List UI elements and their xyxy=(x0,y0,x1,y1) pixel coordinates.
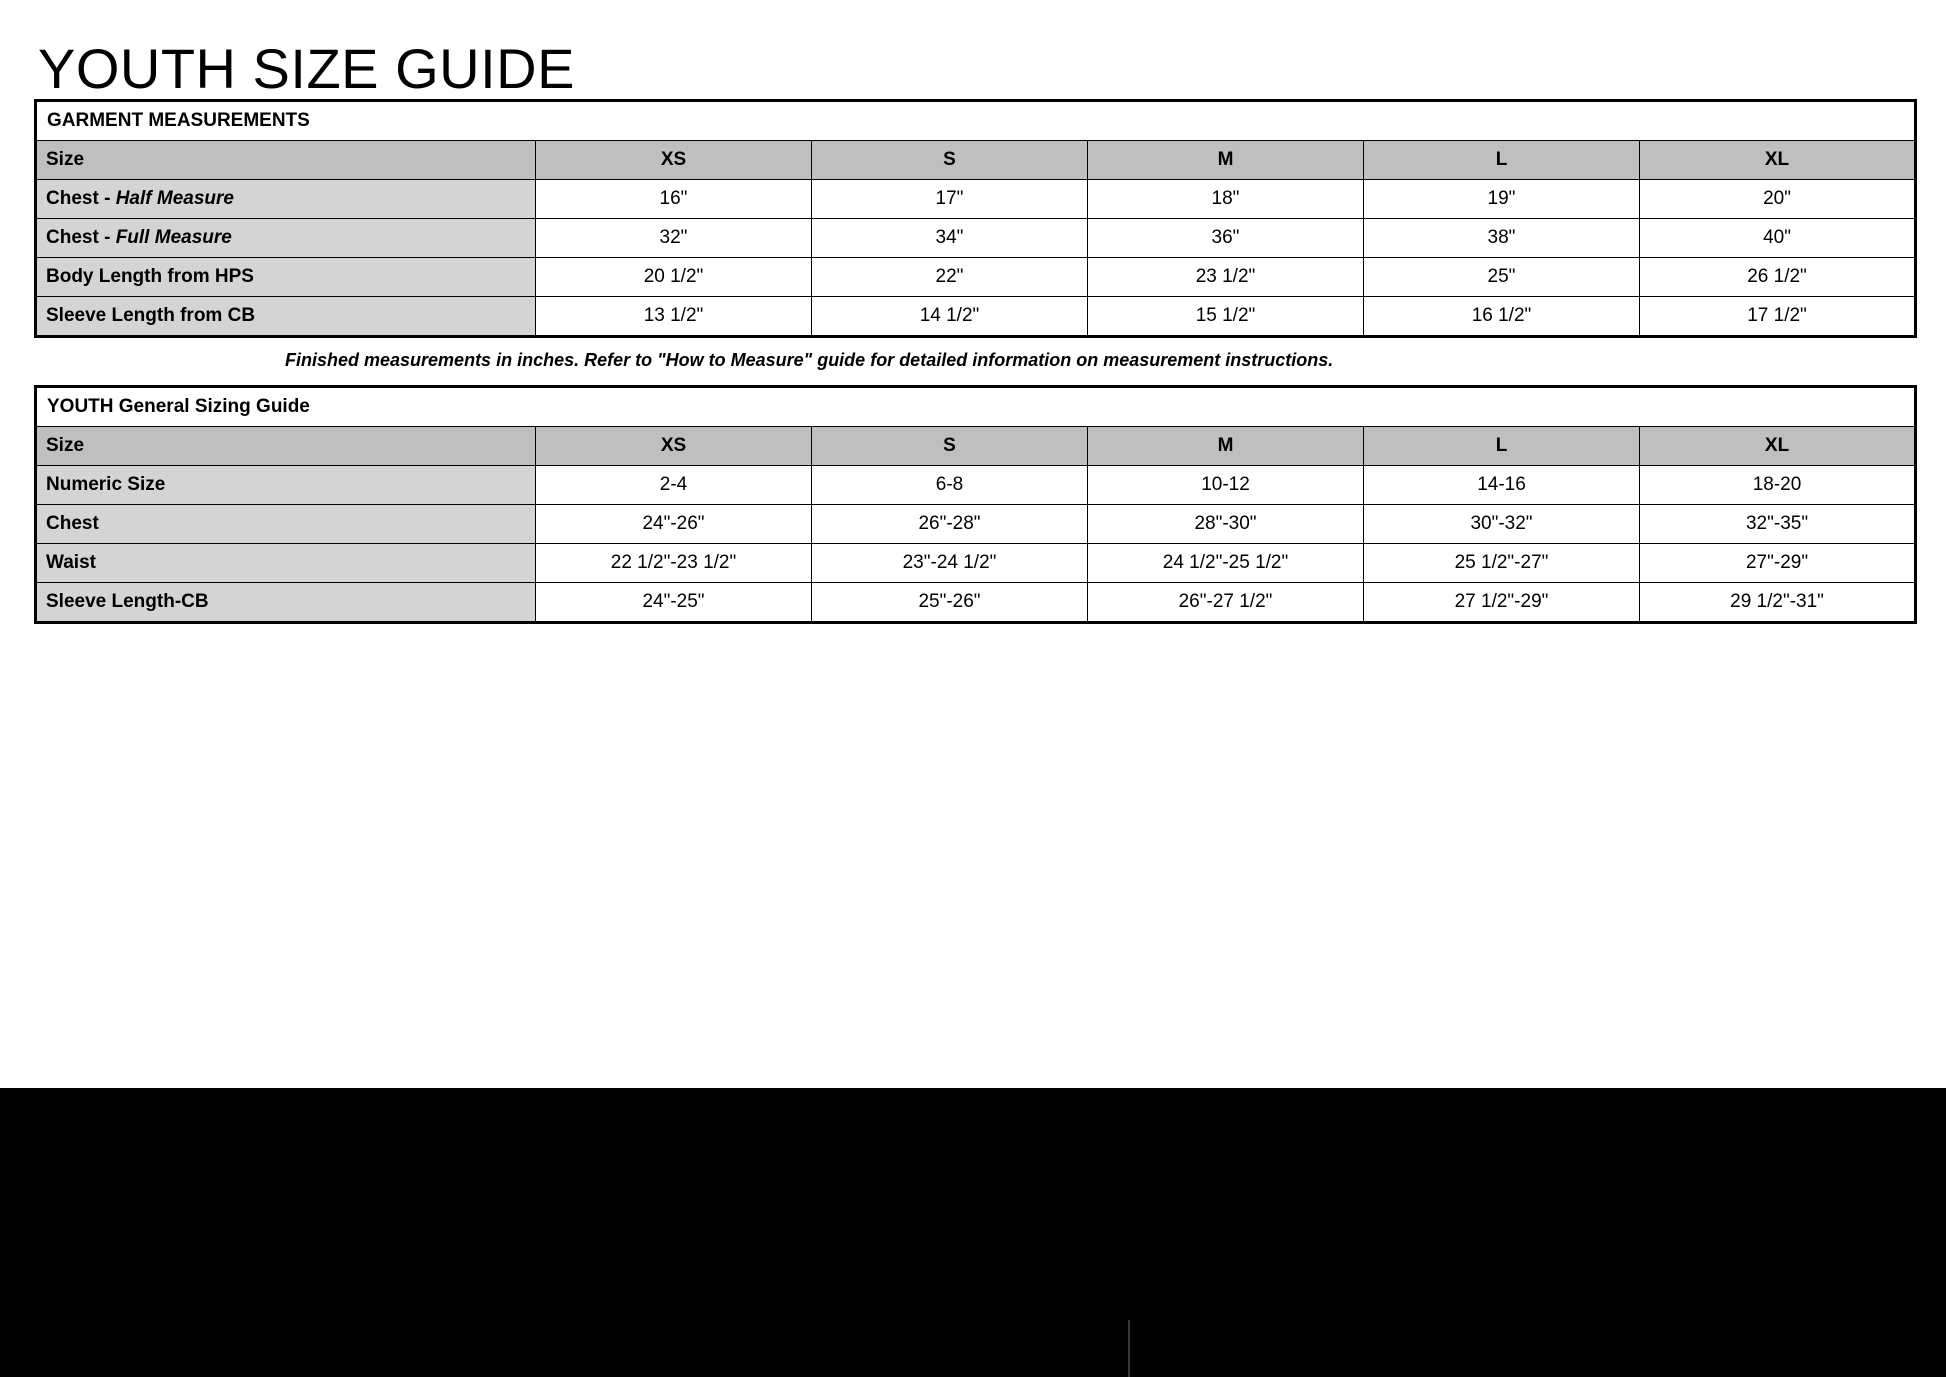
cell-value: 32" xyxy=(536,218,812,257)
footer-divider xyxy=(1128,1320,1130,1377)
cell-value: 16" xyxy=(536,179,812,218)
cell-value: 24"-26" xyxy=(536,504,812,543)
cell-value: 18" xyxy=(1088,179,1364,218)
cell-value: 25 1/2"-27" xyxy=(1364,543,1640,582)
row-label-text: Chest xyxy=(46,512,99,534)
table-row xyxy=(36,179,1916,218)
cell-value: 22 1/2"-23 1/2" xyxy=(536,543,812,582)
row-label-text: Numeric Size xyxy=(46,473,166,495)
cell-value: 27 1/2"-29" xyxy=(1364,582,1640,622)
garment-measurements-table xyxy=(34,99,1917,338)
table-row xyxy=(36,218,1916,257)
cell-value: 17 1/2" xyxy=(1640,296,1916,336)
header-size-l: L xyxy=(1364,426,1640,465)
cell-value: 16 1/2" xyxy=(1364,296,1640,336)
header-size-xs: XS xyxy=(536,426,812,465)
row-label-waist xyxy=(36,543,536,582)
cell-value: 27"-29" xyxy=(1640,543,1916,582)
cell-value: 34" xyxy=(812,218,1088,257)
table-banner-row xyxy=(36,386,1916,426)
cell-value: 18-20 xyxy=(1640,465,1916,504)
table-row xyxy=(36,504,1916,543)
header-size-l: L xyxy=(1364,140,1640,179)
row-label-chest-half xyxy=(36,179,536,218)
header-size-m: M xyxy=(1088,140,1364,179)
row-label-text: Chest - xyxy=(46,187,116,209)
cell-value: 14-16 xyxy=(1364,465,1640,504)
row-label-text: Sleeve Length from CB xyxy=(46,304,256,326)
header-size-s: S xyxy=(812,426,1088,465)
cell-value: 13 1/2" xyxy=(536,296,812,336)
document-content xyxy=(0,0,1946,624)
header-size-label: Size xyxy=(36,426,536,465)
row-label-numeric-size xyxy=(36,465,536,504)
cell-value: 24 1/2"-25 1/2" xyxy=(1088,543,1364,582)
row-label-text: Chest - xyxy=(46,226,116,248)
cell-value: 26 1/2" xyxy=(1640,257,1916,296)
cell-value: 32"-35" xyxy=(1640,504,1916,543)
cell-value: 6-8 xyxy=(812,465,1088,504)
row-label-sleeve-length-cb xyxy=(36,582,536,622)
cell-value: 20" xyxy=(1640,179,1916,218)
table-row xyxy=(36,296,1916,336)
row-label-text: Waist xyxy=(46,551,96,573)
header-size-xl: XL xyxy=(1640,140,1916,179)
cell-value: 17" xyxy=(812,179,1088,218)
table-header-row xyxy=(36,426,1916,465)
table-header-row xyxy=(36,140,1916,179)
table-row xyxy=(36,465,1916,504)
table-row xyxy=(36,582,1916,622)
cell-value: 26"-28" xyxy=(812,504,1088,543)
table-banner: GARMENT MEASUREMENTS xyxy=(36,100,1916,140)
table-row xyxy=(36,257,1916,296)
cell-value: 15 1/2" xyxy=(1088,296,1364,336)
cell-value: 25"-26" xyxy=(812,582,1088,622)
cell-value: 20 1/2" xyxy=(536,257,812,296)
cell-value: 38" xyxy=(1364,218,1640,257)
row-label-sleeve-length xyxy=(36,296,536,336)
table-banner-row xyxy=(36,100,1916,140)
row-label-text: Sleeve Length-CB xyxy=(46,590,209,612)
row-label-emphasis: Full Measure xyxy=(115,226,232,248)
cell-value: 28"-30" xyxy=(1088,504,1364,543)
header-size-xl: XL xyxy=(1640,426,1916,465)
cell-value: 30"-32" xyxy=(1364,504,1640,543)
header-size-m: M xyxy=(1088,426,1364,465)
cell-value: 25" xyxy=(1364,257,1640,296)
cell-value: 22" xyxy=(812,257,1088,296)
cell-value: 23"-24 1/2" xyxy=(812,543,1088,582)
page-title: YOUTH SIZE GUIDE xyxy=(38,37,575,100)
cell-value: 10-12 xyxy=(1088,465,1364,504)
cell-value: 26"-27 1/2" xyxy=(1088,582,1364,622)
cell-value: 36" xyxy=(1088,218,1364,257)
cell-value: 2-4 xyxy=(536,465,812,504)
row-label-body-length xyxy=(36,257,536,296)
row-label-text: Body Length from HPS xyxy=(46,265,254,287)
footer-band xyxy=(0,1088,1946,1377)
cell-value: 29 1/2"-31" xyxy=(1640,582,1916,622)
row-label-emphasis: Half Measure xyxy=(115,187,234,209)
table-row xyxy=(36,543,1916,582)
header-size-xs: XS xyxy=(536,140,812,179)
measurement-note: Finished measurements in inches. Refer to "How to Measure" guide for detailed information on measurement instructions. xyxy=(285,349,1334,370)
cell-value: 24"-25" xyxy=(536,582,812,622)
header-size-label: Size xyxy=(36,140,536,179)
row-label-chest-full xyxy=(36,218,536,257)
cell-value: 40" xyxy=(1640,218,1916,257)
table-banner: YOUTH General Sizing Guide xyxy=(36,386,1916,426)
header-size-s: S xyxy=(812,140,1088,179)
cell-value: 14 1/2" xyxy=(812,296,1088,336)
cell-value: 19" xyxy=(1364,179,1640,218)
youth-general-sizing-table xyxy=(34,385,1917,624)
row-label-chest xyxy=(36,504,536,543)
cell-value: 23 1/2" xyxy=(1088,257,1364,296)
